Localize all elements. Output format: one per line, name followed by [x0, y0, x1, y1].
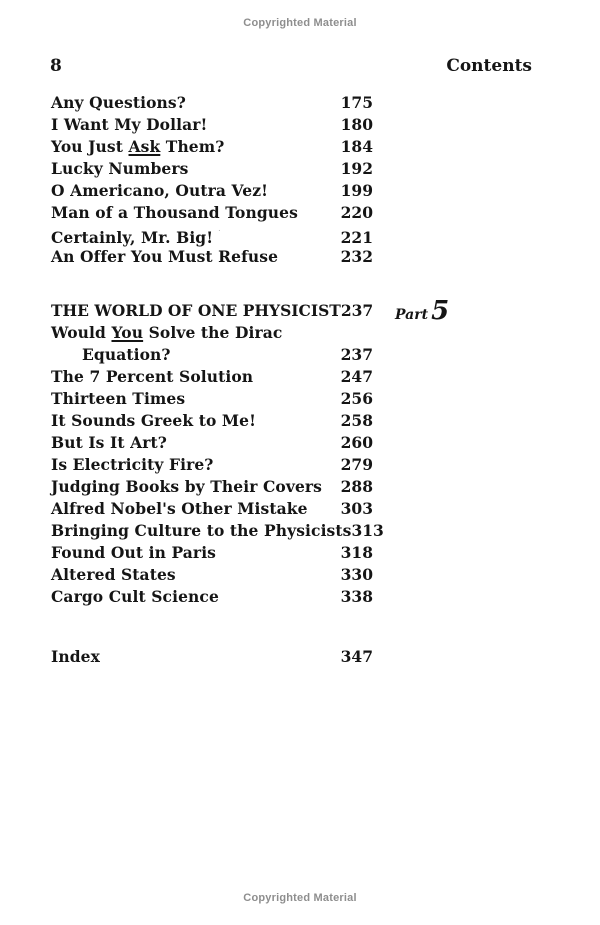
toc-entry-page: 279 [340, 455, 373, 474]
toc-entry [51, 410, 373, 432]
toc-entry-title: Index [51, 647, 100, 666]
copyright-notice-top: Copyrighted Material [243, 17, 357, 29]
toc-entry-title: Is Electricity Fire? [51, 455, 214, 474]
toc-entry-title: An Offer You Must Refuse [51, 247, 279, 266]
toc-entry [51, 344, 373, 366]
toc-entry [51, 646, 373, 668]
copyright-notice-bottom: Copyrighted Material [243, 892, 357, 904]
toc-entry [51, 454, 373, 476]
toc-entry-page: 258 [340, 411, 373, 430]
toc-entry-title: Thirteen Times [51, 389, 186, 408]
toc-entry-page: 192 [340, 159, 373, 178]
toc-entry-page: 221 [340, 228, 373, 247]
toc-entry-title: Man of a Thousand Tongues [51, 203, 298, 222]
toc-entry-page: 199 [340, 181, 373, 200]
toc-group-index [51, 646, 373, 668]
toc-entry [51, 432, 373, 454]
toc-entry [51, 388, 373, 410]
toc-entry-page: 347 [340, 647, 373, 666]
toc-entry-page: 237 [340, 345, 373, 364]
toc-entry-title: Would You Solve the Dirac [51, 323, 283, 342]
toc-entry [51, 246, 373, 268]
toc-entry [51, 322, 373, 344]
page-number: 8 [50, 56, 62, 76]
toc-entry-title: Lucky Numbers [51, 159, 189, 178]
toc-entry [51, 158, 373, 180]
toc-entry [51, 136, 373, 158]
toc-entry [51, 224, 373, 246]
toc-entry-title: THE WORLD OF ONE PHYSICIST [51, 301, 341, 320]
toc-entry-page: 232 [340, 247, 373, 266]
part-label [395, 296, 450, 326]
toc-entry-title: Certainly, Mr. Big! ˙ [51, 228, 222, 247]
toc-entry-title: O Americano, Outra Vez! [51, 181, 269, 200]
part-word: Part [395, 307, 429, 323]
toc-entry-title: The 7 Percent Solution [51, 367, 254, 386]
toc-entry-title: Alfred Nobel's Other Mistake [51, 499, 308, 518]
toc-entry-title: You Just Ask Them? [51, 137, 225, 156]
toc-entry-page: 303 [340, 499, 373, 518]
toc-entry-title: It Sounds Greek to Me! [51, 411, 257, 430]
toc-entry [51, 180, 373, 202]
toc-entry-page: 260 [340, 433, 373, 452]
toc-entry-title: Equation? [82, 345, 171, 364]
toc-entry [51, 92, 373, 114]
toc-entry-title: Bringing Culture to the Physicists [51, 521, 352, 540]
toc-entry-page: 288 [340, 477, 373, 496]
toc-entry-title: Found Out in Paris [51, 543, 217, 562]
toc-entry-page: 318 [340, 543, 373, 562]
toc-entry-page: 184 [340, 137, 373, 156]
toc-entry-page: 220 [340, 203, 373, 222]
toc-group-previous-part-continued [51, 92, 373, 268]
toc-entry-title: But Is It Art? [51, 433, 167, 452]
toc-entry [51, 520, 384, 542]
toc-entry [51, 564, 373, 586]
toc-entry-page: 256 [340, 389, 373, 408]
toc-entry [51, 114, 373, 136]
toc-entry-title: I Want My Dollar! [51, 115, 208, 134]
toc-entry [51, 586, 373, 608]
scan-artifact: ˙ [217, 230, 222, 240]
toc-entry [51, 542, 373, 564]
toc-entry-title: Judging Books by Their Covers [51, 477, 323, 496]
part-number: 5 [431, 296, 450, 326]
toc-entry [51, 202, 373, 224]
toc-entry-page: 313 [351, 521, 384, 540]
toc-entry-page: 180 [340, 115, 373, 134]
toc-group-part-5 [51, 296, 450, 608]
toc-entry [51, 498, 373, 520]
toc-entry-title: Altered States [51, 565, 176, 584]
toc-entry [51, 366, 373, 388]
toc-entry-page: 330 [340, 565, 373, 584]
toc-entry-page: 175 [340, 93, 373, 112]
toc-entry-page: 338 [340, 587, 373, 606]
toc-entry-page: 237 [340, 301, 374, 320]
table-of-contents [51, 92, 450, 668]
toc-entry-title: Cargo Cult Science [51, 587, 219, 606]
toc-entry [51, 476, 373, 498]
running-head: Contents [446, 56, 532, 76]
toc-section-heading [51, 296, 450, 326]
toc-entry-title: Any Questions? [51, 93, 186, 112]
toc-entry-page: 247 [340, 367, 373, 386]
page-header [50, 56, 532, 76]
